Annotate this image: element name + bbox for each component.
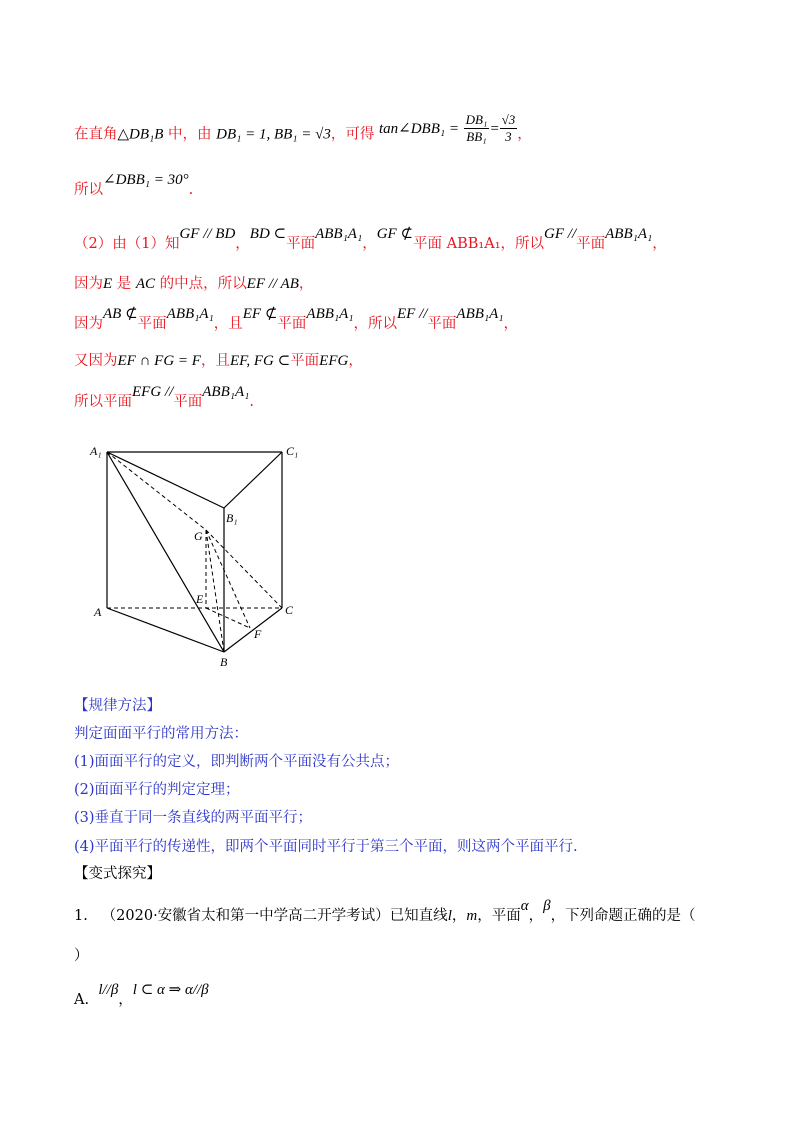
method-item-1: (1)面面平行的定义，即判断两个平面没有公共点； (74, 754, 400, 770)
label-c1: C₁ (286, 444, 299, 458)
edge-a-b (107, 608, 224, 652)
question-1: 1. （2020·安徽省太和第一中学高二开学考试）已知直线l，m，平面α，β，下列命题正确的是（ (74, 898, 696, 924)
angle-expr: ∠DBB₁ = 30° (103, 172, 189, 188)
fraction-db1-bb1: $\frac{\text{DB₁}}{\text{BB₁}}$ (465, 112, 488, 144)
edge-c1-b1 (224, 452, 282, 508)
label-c: C (285, 603, 294, 617)
edge-a1-b1 (107, 452, 224, 508)
variant-heading: 【变式探究】 (74, 866, 161, 882)
given-values: DB₁ = 1, BB₁ = √3 (216, 126, 331, 143)
line-a1-g-hidden (107, 452, 206, 530)
option-a: A. l//β，l ⊂ α ⇒ α//β (74, 982, 209, 1008)
label-a1: A₁ (90, 444, 102, 458)
solution-line-5: 因为AB ⊄平面ABB₁A₁，且EF ⊄平面ABB₁A₁，所以EF //平面ABB₁A₁， (74, 306, 519, 332)
edge-b-c (224, 608, 282, 652)
line-g-f-hidden (206, 530, 250, 628)
solution-line-2: 所以∠DBB₁ = 30°. (74, 172, 194, 198)
triangle-expr: △DB₁B (117, 126, 164, 143)
prism-figure (80, 430, 320, 675)
label-b: B (220, 655, 228, 669)
line-e-f-hidden (206, 608, 250, 628)
label-f: F (254, 627, 262, 641)
method-item-3: (3)垂直于同一条直线的两平面平行； (74, 810, 313, 826)
solution-line-6: 又因为EF ∩ FG = F，且EF, FG ⊂平面EFG， (74, 353, 363, 369)
method-item-4: (4)平面平行的传递性，即两个平面同时平行于第三个平面，则这两个平面平行. (74, 839, 578, 855)
label-b1: B₁ (226, 511, 238, 525)
label-a: A (94, 605, 102, 619)
line-g-c-hidden (206, 530, 282, 608)
solution-line-7: 所以平面EFG //平面ABB₁A₁. (74, 384, 254, 410)
label-g: G (194, 529, 203, 543)
fraction-sqrt3-3: $\frac{√3}{3}$ (501, 112, 516, 144)
solution-line-1: 在直角△DB₁B 中，由 DB₁ = 1, BB₁ = √3，可得 tan∠DBB₁ = $\frac{\text{DB₁}}{\text{BB₁}}$ = $\frac{√3}{3}$ ， (74, 112, 532, 144)
solution-line-3: （2）由（1）知GF // BD，BD ⊂平面ABB₁A₁，GF ⊄平面 ABB₁A₁，所以GF //平面ABB₁A₁， (74, 226, 667, 252)
method-intro: 判定面面平行的常用方法： (74, 726, 248, 742)
label-e: E (196, 592, 204, 606)
line-g-b-hidden (206, 530, 224, 652)
question-1-close: ） (74, 948, 89, 964)
solution-line-4: 因为E 是 AC 的中点，所以EF // AB， (74, 276, 314, 292)
tan-expr: tan∠DBB₁ = (378, 120, 459, 137)
method-item-2: (2)面面平行的判定定理； (74, 782, 240, 798)
method-heading: 【规律方法】 (74, 698, 161, 714)
